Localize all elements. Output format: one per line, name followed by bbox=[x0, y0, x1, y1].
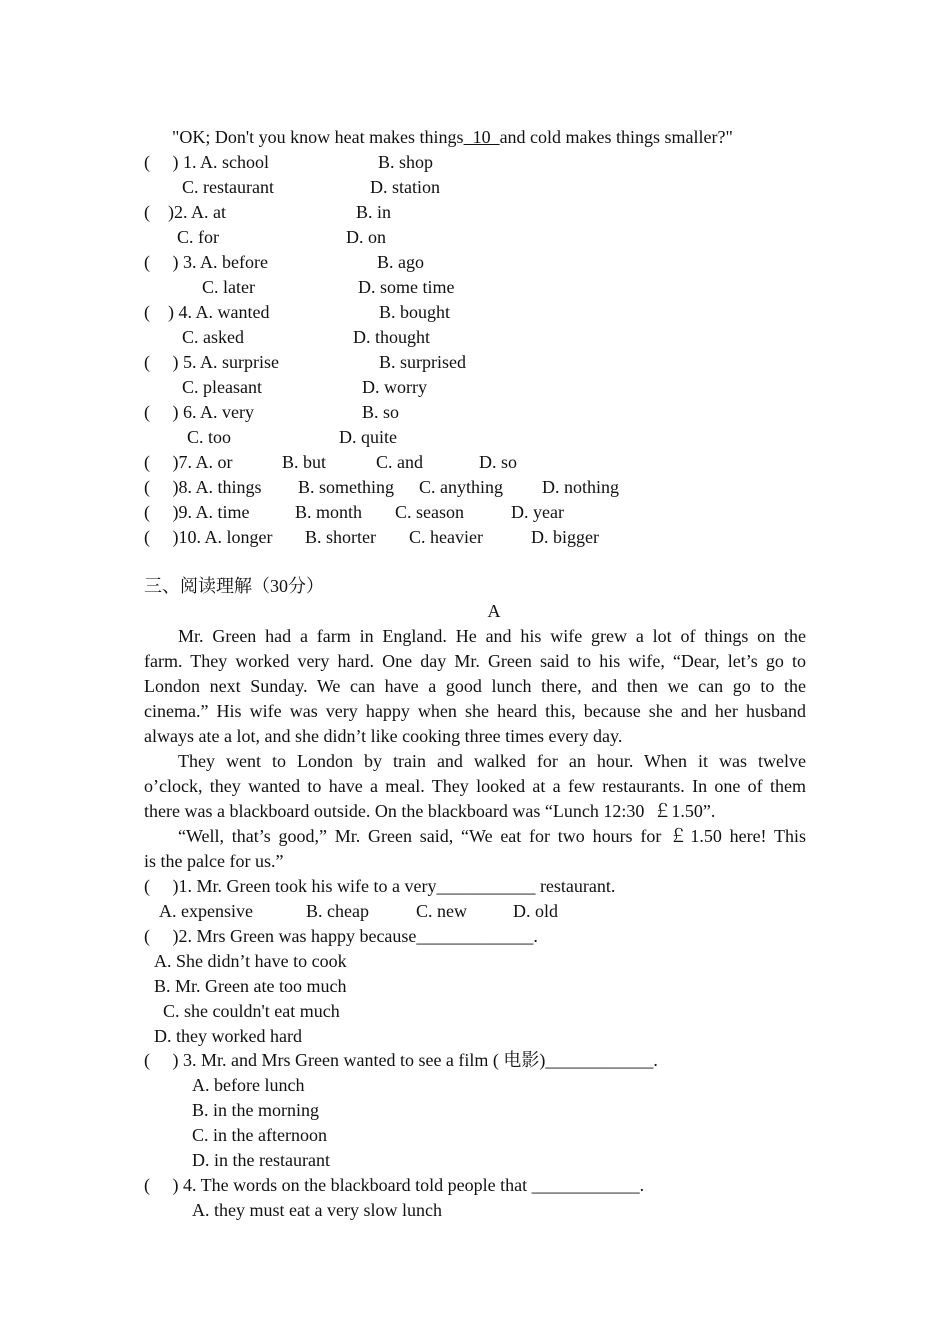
cloze-q8 bbox=[144, 475, 262, 500]
option-a: A. wanted bbox=[195, 302, 270, 322]
option-b: B. in the morning bbox=[192, 1100, 319, 1120]
answer-paren: ( ) bbox=[144, 352, 179, 372]
cloze-q1 bbox=[144, 150, 269, 175]
answer-paren: ( ) bbox=[144, 876, 179, 896]
answer-paren: ( ) bbox=[144, 252, 179, 272]
option-b: B. cheap bbox=[306, 901, 369, 921]
answer-paren: ( ) bbox=[144, 202, 174, 222]
option-c: C. too bbox=[187, 427, 232, 447]
option-d: D. so bbox=[479, 452, 518, 472]
option-d: D. thought bbox=[353, 327, 431, 347]
option-b: B. in bbox=[356, 202, 392, 222]
question-number: 6. bbox=[178, 402, 197, 422]
blank-10: 10 bbox=[463, 127, 500, 147]
cloze-q10 bbox=[144, 525, 273, 550]
question-number: 5. bbox=[178, 352, 197, 372]
answer-paren: ( ) bbox=[144, 502, 179, 522]
p1-line3: London next Sunday. We can have a good lunch there, and then we can go to the bbox=[144, 676, 806, 696]
question-number: 8. bbox=[178, 477, 192, 497]
sentence-text: "OK; Don't you know heat makes things bbox=[172, 127, 464, 147]
cloze-q3 bbox=[144, 250, 268, 275]
answer-paren: ( ) bbox=[144, 477, 179, 497]
option-d: D. year bbox=[511, 502, 564, 522]
option-d: D. they worked hard bbox=[154, 1026, 302, 1046]
option-d: D. in the restaurant bbox=[192, 1150, 330, 1170]
option-b: B. month bbox=[295, 502, 363, 522]
option-a: A. before bbox=[200, 252, 268, 272]
option-b: B. surprised bbox=[379, 352, 466, 372]
option-b: B. but bbox=[282, 452, 327, 472]
cloze-q6 bbox=[144, 400, 254, 425]
answer-paren: ( ) bbox=[144, 926, 179, 946]
question-number: 7. bbox=[178, 452, 192, 472]
option-c: C. new bbox=[416, 901, 467, 921]
option-c: C. for bbox=[177, 227, 219, 247]
option-a: A. She didn’t have to cook bbox=[154, 951, 347, 971]
option-a: A. before lunch bbox=[192, 1075, 305, 1095]
option-c: C. season bbox=[395, 502, 464, 522]
option-c: C. she couldn't eat much bbox=[163, 1001, 340, 1021]
p2-line3: there was a blackboard outside. On the blackboard was “Lunch 12:30 ￡1.50”. bbox=[144, 801, 716, 821]
option-c: C. later bbox=[202, 277, 255, 297]
cloze-q4 bbox=[144, 300, 270, 325]
option-a: A. time bbox=[195, 502, 250, 522]
p1-line2: farm. They worked very hard. One day Mr. Green said to his wife, “Dear, let’s go to bbox=[144, 651, 806, 671]
question-number: 4. bbox=[174, 302, 192, 322]
option-b: B. shop bbox=[378, 152, 434, 172]
question-stem: 4. The words on the blackboard told people that ____________. bbox=[178, 1175, 645, 1195]
question-stem: 2. Mrs Green was happy because_____________. bbox=[178, 926, 538, 946]
p2-line1: They went to London by train and walked for an hour. When it was twelve bbox=[178, 751, 806, 771]
answer-paren: ( ) bbox=[144, 1050, 179, 1070]
option-a: A. surprise bbox=[200, 352, 280, 372]
option-c: C. and bbox=[376, 452, 423, 472]
question-number: 10. bbox=[178, 527, 201, 547]
p1-line4: cinema.” His wife was very happy when she heard this, because she and her husband bbox=[144, 701, 806, 721]
p1-line1: Mr. Green had a farm in England. He and his wife grew a lot of things on the bbox=[178, 626, 806, 646]
option-c: C. asked bbox=[182, 327, 244, 347]
option-b: B. shorter bbox=[305, 527, 376, 547]
reading-q4 bbox=[144, 1173, 644, 1198]
option-d: D. bigger bbox=[531, 527, 599, 547]
option-c: C. restaurant bbox=[182, 177, 274, 197]
p3-line2: is the palce for us.” bbox=[144, 851, 284, 871]
option-a: A. they must eat a very slow lunch bbox=[192, 1200, 442, 1220]
answer-paren: ( ) bbox=[144, 302, 174, 322]
cloze-q2 bbox=[144, 200, 226, 225]
option-d: D. station bbox=[370, 177, 440, 197]
reading-q1 bbox=[144, 874, 615, 899]
option-b: B. ago bbox=[377, 252, 424, 272]
question-number: 3. bbox=[178, 252, 197, 272]
option-c: C. pleasant bbox=[182, 377, 262, 397]
cloze-sentence-10 bbox=[172, 125, 733, 150]
question-stem: 1. Mr. Green took his wife to a very___________ restaurant. bbox=[178, 876, 616, 896]
passage-label: A bbox=[487, 601, 501, 621]
answer-paren: ( ) bbox=[144, 402, 179, 422]
question-number: 2. bbox=[174, 202, 188, 222]
answer-paren: ( ) bbox=[144, 1175, 179, 1195]
option-d: D. nothing bbox=[542, 477, 620, 497]
cloze-q9 bbox=[144, 500, 250, 525]
p1-line5: always ate a lot, and she didn’t like cooking three times every day. bbox=[144, 726, 623, 746]
option-d: D. worry bbox=[362, 377, 427, 397]
sentence-text: and cold makes things smaller?" bbox=[499, 127, 733, 147]
question-number: 9. bbox=[178, 502, 192, 522]
option-b: B. so bbox=[362, 402, 400, 422]
cloze-q7 bbox=[144, 450, 233, 475]
option-a: A. very bbox=[200, 402, 254, 422]
reading-q2 bbox=[144, 924, 538, 949]
answer-paren: ( ) bbox=[144, 527, 179, 547]
option-a: A. school bbox=[200, 152, 270, 172]
question-number: 1. bbox=[178, 152, 197, 172]
option-a: A. longer bbox=[204, 527, 273, 547]
option-c: C. in the afternoon bbox=[192, 1125, 327, 1145]
cloze-q5 bbox=[144, 350, 279, 375]
option-c: C. anything bbox=[419, 477, 503, 497]
option-c: C. heavier bbox=[409, 527, 483, 547]
reading-q3 bbox=[144, 1048, 658, 1073]
option-b: B. something bbox=[298, 477, 395, 497]
question-stem: 3. Mr. and Mrs Green wanted to see a film ( 电影)____________. bbox=[178, 1050, 658, 1070]
option-a: A. expensive bbox=[159, 901, 253, 921]
option-d: D. some time bbox=[358, 277, 455, 297]
option-d: D. on bbox=[346, 227, 386, 247]
p2-line2: o’clock, they wanted to have a meal. They looked at a few restaurants. In one of them bbox=[144, 776, 806, 796]
option-b: B. Mr. Green ate too much bbox=[154, 976, 347, 996]
option-a: A. things bbox=[195, 477, 262, 497]
option-b: B. bought bbox=[379, 302, 451, 322]
option-d: D. quite bbox=[339, 427, 397, 447]
option-a: A. or bbox=[195, 452, 233, 472]
option-d: D. old bbox=[513, 901, 558, 921]
section-heading: 三、阅读理解（30分） bbox=[144, 576, 324, 596]
answer-paren: ( ) bbox=[144, 152, 179, 172]
p3-line1: “Well, that’s good,” Mr. Green said, “We eat for two hours for ￡1.50 here! This bbox=[178, 826, 806, 846]
answer-paren: ( ) bbox=[144, 452, 179, 472]
option-a: A. at bbox=[191, 202, 227, 222]
